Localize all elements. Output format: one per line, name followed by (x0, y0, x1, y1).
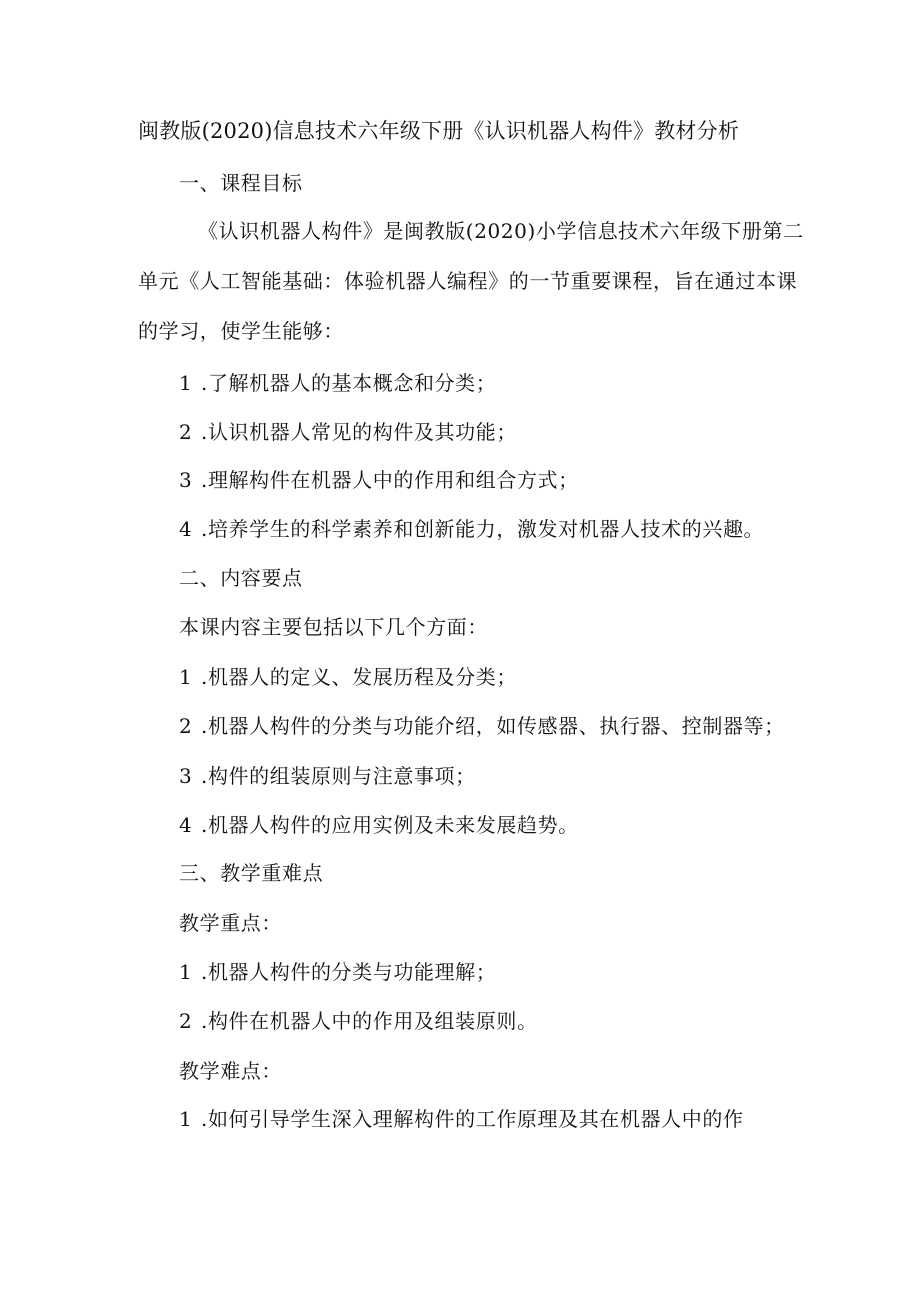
paragraph-line: 《认识机器人构件》是闽教版(2020)小学信息技术六年级下册第二 (198, 219, 804, 243)
paragraph-line: 的学习，使学生能够： (138, 319, 344, 343)
list-text: .理解构件在机器人中的作用和组合方式； (201, 468, 579, 492)
list-item (179, 959, 496, 985)
list-number: 1 (179, 960, 193, 984)
list-number: 2 (179, 420, 193, 444)
list-number: 3 (179, 764, 193, 788)
list-text: .了解机器人的基本概念和分类； (201, 371, 497, 395)
list-number: 4 (179, 813, 193, 837)
list-item (179, 516, 764, 542)
list-text: .机器人的定义、发展历程及分类； (201, 665, 517, 689)
list-number: 1 (179, 371, 193, 395)
list-number: 2 (179, 714, 193, 738)
list-text: .认识机器人常见的构件及其功能； (201, 420, 517, 444)
list-item (179, 419, 517, 445)
list-text: .机器人构件的分类与功能理解； (201, 960, 497, 984)
list-item (179, 713, 785, 739)
section-heading-goals: 一、课程目标 (179, 171, 303, 195)
list-item (179, 763, 476, 789)
list-text: .机器人构件的分类与功能介绍，如传感器、执行器、控制器等； (201, 714, 785, 738)
section-heading-key-points: 三、教学重难点 (179, 861, 324, 885)
list-text: .构件在机器人中的作用及组装原则。 (201, 1009, 538, 1033)
list-text: .机器人构件的应用实例及未来发展趋势。 (201, 813, 579, 837)
list-text: .如何引导学生深入理解构件的工作原理及其在机器人中的作 (201, 1107, 744, 1131)
list-text: .培养学生的科学素养和创新能力，激发对机器人技术的兴趣。 (201, 517, 765, 541)
list-number: 3 (179, 468, 193, 492)
list-item (179, 467, 579, 493)
list-number: 1 (179, 665, 193, 689)
list-item (179, 664, 517, 690)
section-heading-content: 二、内容要点 (179, 566, 303, 590)
list-number: 4 (179, 517, 193, 541)
page-title: 闽教版(2020)信息技术六年级下册《认识机器人构件》教材分析 (138, 119, 740, 143)
list-item (179, 1106, 744, 1132)
list-number: 1 (179, 1107, 193, 1131)
paragraph-line: 本课内容主要包括以下几个方面： (179, 615, 488, 639)
list-item (179, 1008, 538, 1034)
list-item (179, 370, 496, 396)
subheading-difficulty: 教学难点： (179, 1059, 282, 1083)
list-item (179, 812, 579, 838)
list-number: 2 (179, 1009, 193, 1033)
subheading-key: 教学重点： (179, 911, 282, 935)
paragraph-line: 单元《人工智能基础：体验机器人编程》的一节重要课程，旨在通过本课 (138, 269, 798, 293)
list-text: .构件的组装原则与注意事项； (201, 764, 476, 788)
